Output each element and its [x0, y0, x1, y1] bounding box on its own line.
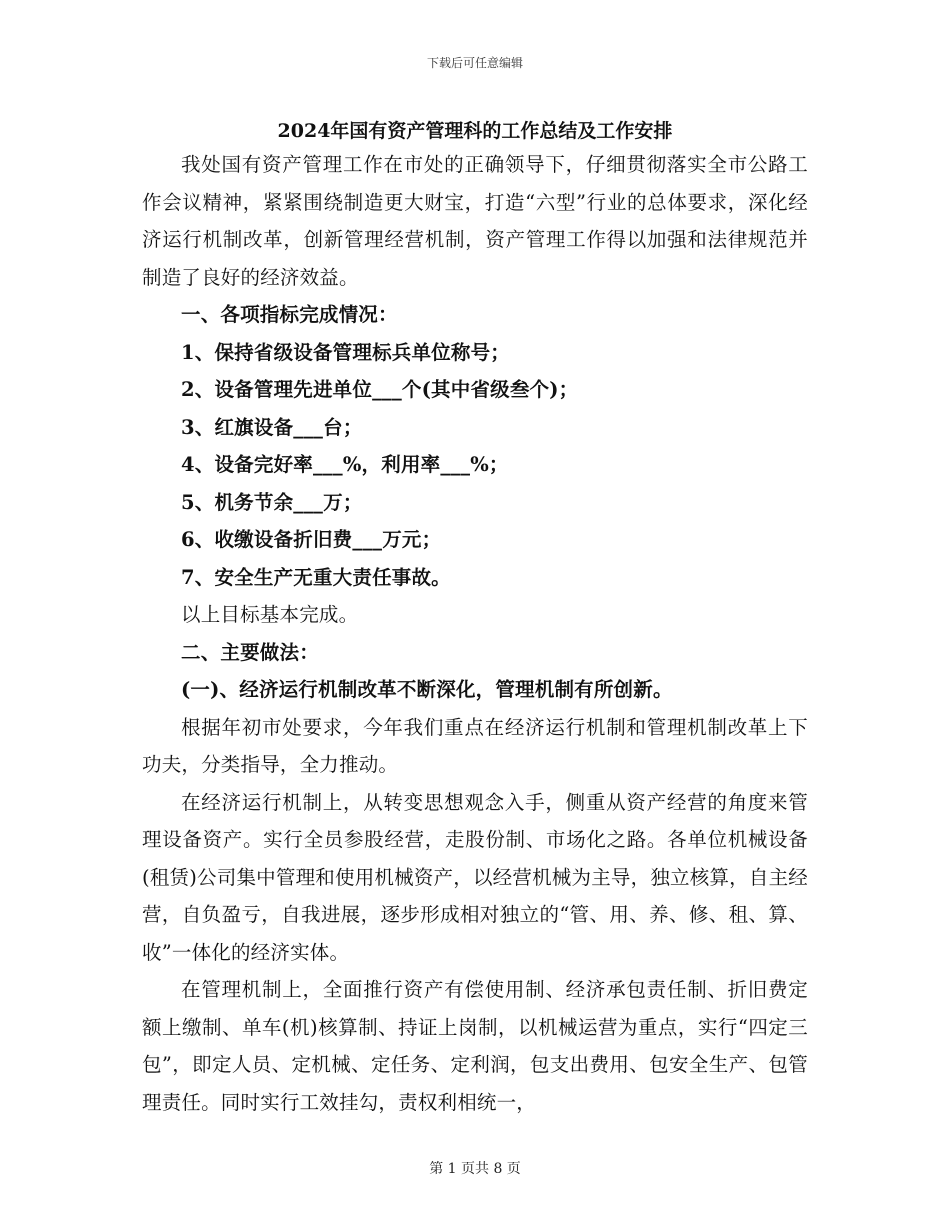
indicator-item-6: 6、收缴设备折旧费___万元；	[181, 528, 442, 551]
methods-paragraph-3: 在管理机制上，全面推行资产有偿使用制、经济承包责任制、折旧费定额上缴制、单车(机)核算制、持证上岗制，以机械运营为重点，实行“四定三包”，即定人员、定机械、定任务、定利润，包支出费用、包安全生产、包管理责任。同时实行工效挂勾，责权利相统一，	[142, 978, 808, 1114]
indicator-item-3: 3、红旗设备___台；	[181, 415, 363, 439]
intro-paragraph: 我处国有资产管理工作在市处的正确领导下，仔细贯彻落实全市公路工作会议精神，紧紧围绕制造更大财宝，打造“六型”行业的总体要求，深化经济运行机制改革，创新管理经营机制，资产管理工作得以加强和法律规范并制造了良好的经济效益。	[142, 153, 808, 289]
summary-line: 以上目标基本完成。	[181, 603, 359, 626]
document-body	[142, 146, 808, 1121]
document-title: 2024年国有资产管理科的工作总结及工作安排	[277, 120, 673, 142]
indicator-item-2: 2、设备管理先进单位___个(其中省级叁个)；	[181, 378, 579, 401]
header-note: 下载后可任意编辑	[426, 56, 523, 70]
section-heading-methods: 二、主要做法：	[181, 640, 319, 664]
section-heading-indicators: 一、各项指标完成情况：	[181, 303, 398, 326]
page-number: 第 1 页共 8 页	[429, 1161, 521, 1177]
subsection-heading-1: (一)、经济运行机制改革不断深化，管理机制有所创新。	[181, 678, 673, 701]
indicator-item-4: 4、设备完好率___%，利用率___%；	[181, 453, 509, 476]
methods-paragraph-1: 根据年初市处要求，今年我们重点在经济运行机制和管理机制改革上下功夫，分类指导，全力推动。	[142, 715, 808, 776]
indicator-item-1: 1、保持省级设备管理标兵单位称号；	[181, 340, 510, 364]
methods-paragraph-2: 在经济运行机制上，从转变思想观念入手，侧重从资产经营的角度来管理设备资产。实行全员参股经营，走股份制、市场化之路。各单位机械设备(租赁)公司集中管理和使用机械资产，以经营机械为主导，独立核算，自主经营，自负盈亏，自我进展，逐步形成相对独立的“管、用、养、修、租、算、收”一体化的经济实体。	[142, 790, 808, 964]
indicator-item-5: 5、机务节余___万；	[181, 490, 363, 514]
indicator-item-7: 7、安全生产无重大责任事故。	[181, 565, 451, 589]
